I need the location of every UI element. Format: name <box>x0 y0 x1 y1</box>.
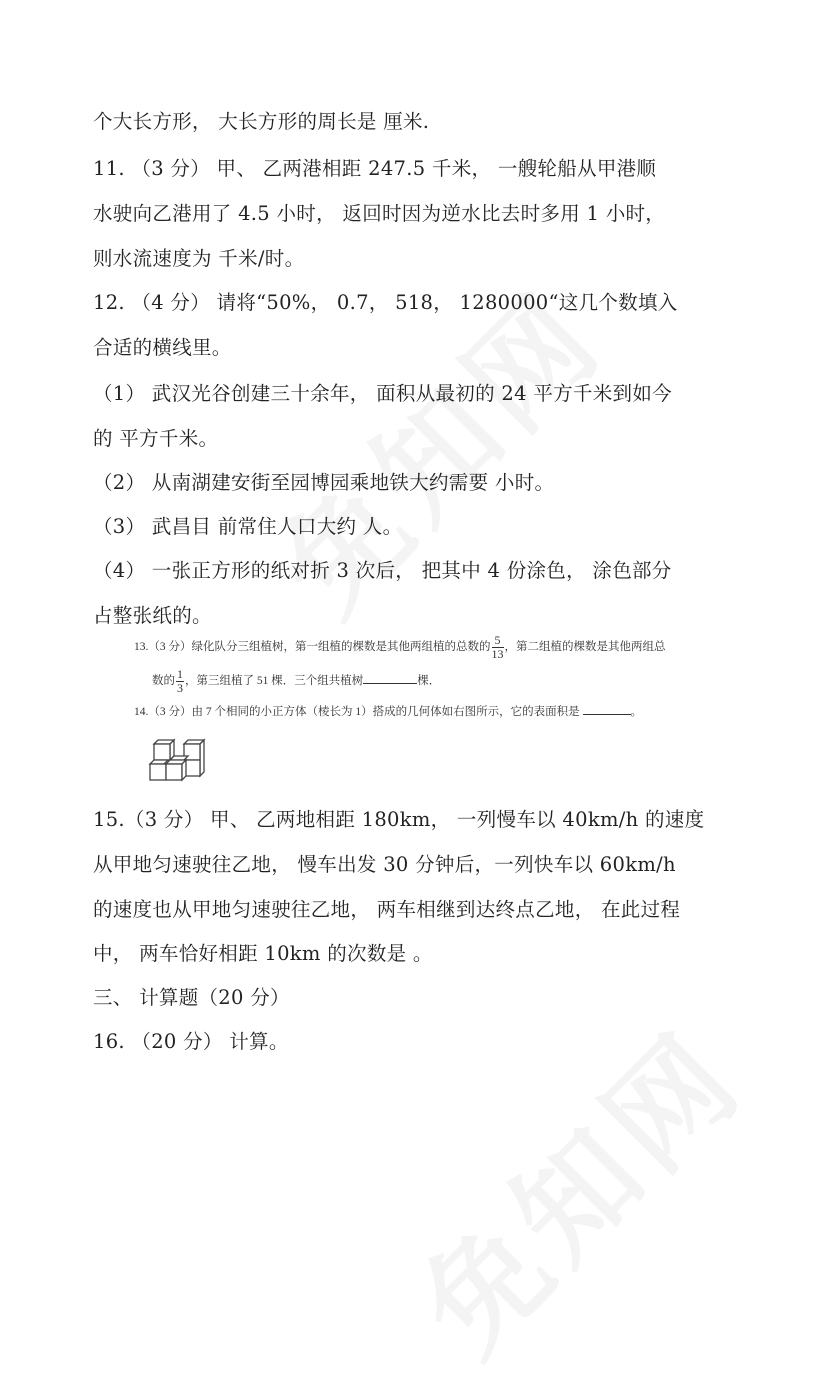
question-16: 16. （20 分） 计算。 <box>93 1030 289 1053</box>
question-12-part-2: （2） 从南湖建安街至园博园乘地铁大约需要 小时。 <box>93 471 555 494</box>
question-12-part-4-line-2: 占整张纸的。 <box>93 604 212 627</box>
question-11-line-1: 11. （3 分） 甲、 乙两港相距 247.5 千米， 一艘轮船从甲港顺 <box>93 157 657 180</box>
question-13-line-2: 数的 $\frac{1}{3}$ ，第三组植了 51 棵．三个组共植树 棵． <box>152 667 441 695</box>
section-heading: 三、 计算题（20 分） <box>93 986 290 1009</box>
question-14: 14.（3 分）由 7 个相同的小正方体（棱长为 1）搭成的几何体如右图所示，它的表面积是 。 <box>134 703 642 720</box>
question-13-line-1: 13.（3 分）绿化队分三组植树，第一组植的棵数是其他两组植的总数的 $\frac{5}{13}$ ，第二组植的棵数是其他两组总 <box>134 633 666 661</box>
question-15-line-1: 15.（3 分） 甲、 乙两地相距 180km， 一列慢车以 40km/h 的速度 <box>93 808 705 831</box>
answer-blank <box>363 672 417 684</box>
question-12-part-4-line-1: （4） 一张正方形的纸对折 3 次后， 把其中 4 份涂色， 涂色部分 <box>93 559 672 582</box>
fraction: $\frac{5}{13}$ <box>491 633 504 661</box>
question-15-line-2: 从甲地匀速驶往乙地， 慢车出发 30 分钟后，一列快车以 60km/h <box>93 853 676 876</box>
question-12-part-1-line-1: （1） 武汉光谷创建三十余年， 面积从最初的 24 平方千米到如今 <box>93 382 672 405</box>
question-12-part-3: （3） 武昌目 前常住人口大约 人。 <box>93 515 403 538</box>
cube-stack-figure <box>148 738 218 786</box>
text-line: 个大长方形， 大长方形的周长是 厘米. <box>93 110 430 133</box>
question-11-line-2: 水驶向乙港用了 4.5 小时， 返回时因为逆水比去时多用 1 小时， <box>93 202 666 225</box>
question-12-line-2: 合适的横线里。 <box>93 336 232 359</box>
question-11-line-3: 则水流速度为 千米/时。 <box>93 247 305 270</box>
question-12-part-1-line-2: 的 平方千米。 <box>93 427 219 450</box>
question-15-line-4: 中， 两车恰好相距 10km 的次数是 。 <box>93 942 433 965</box>
question-12-line-1: 12. （4 分） 请将“50%， 0.7， 518， 1280000“这几个数填入 <box>93 291 678 314</box>
answer-blank <box>583 703 631 715</box>
fraction: $\frac{1}{3}$ <box>177 667 183 695</box>
question-15-line-3: 的速度也从甲地匀速驶往乙地， 两车相继到达终点乙地， 在此过程 <box>93 898 681 921</box>
